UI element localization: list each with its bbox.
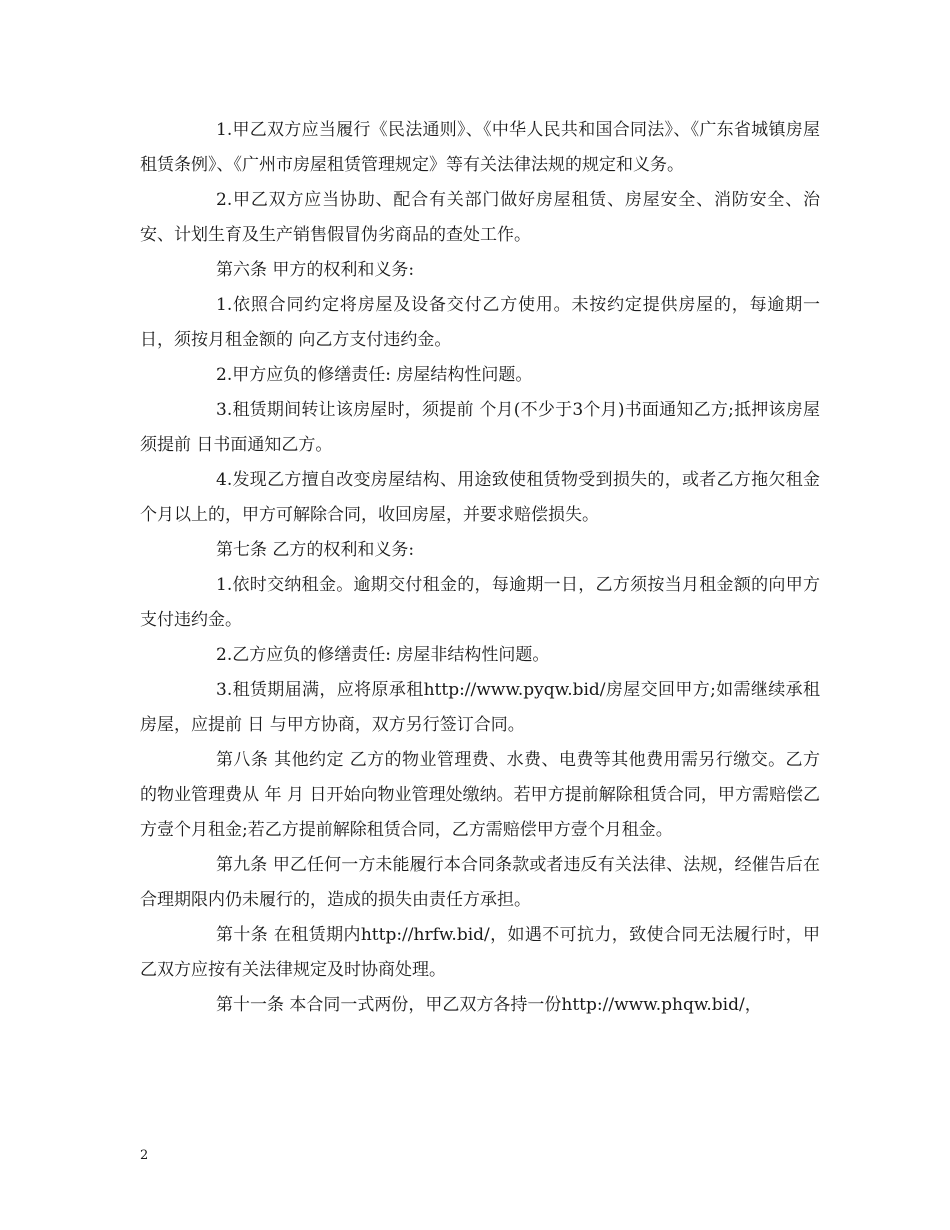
document-body <box>140 113 820 1023</box>
paragraph-clause-6-4: 4.发现乙方擅自改变房屋结构、用途致使租赁物受到损失的，或者乙方拖欠租金 个月以上的，甲方可解除合同，收回房屋，并要求赔偿损失。 <box>140 470 820 525</box>
paragraph-clause-6-1: 1.依照合同约定将房屋及设备交付乙方使用。未按约定提供房屋的，每逾期一日，须按月租金额的 向乙方支付违约金。 <box>140 295 820 350</box>
paragraph-clause-6-3: 3.租赁期间转让该房屋时，须提前 个月(不少于3个月)书面通知乙方;抵押该房屋须提前 日书面通知乙方。 <box>140 400 820 455</box>
paragraph-clause-5-1: 1.甲乙双方应当履行《民法通则》、《中华人民共和国合同法》、《广东省城镇房屋租赁条例》、《广州市房屋租赁管理规定》等有关法律法规的规定和义务。 <box>140 120 820 175</box>
paragraph-clause-7-2: 2.乙方应负的修缮责任: 房屋非结构性问题。 <box>216 645 550 665</box>
paragraph-clause-5-2: 2.甲乙双方应当协助、配合有关部门做好房屋租赁、房屋安全、消防安全、治安、计划生育及生产销售假冒伪劣商品的查处工作。 <box>140 190 820 245</box>
article-10-paragraph: 第十条 在租赁期内http://hrfw.bid/，如遇不可抗力，致使合同无法履行时，甲乙双方应按有关法律规定及时协商处理。 <box>140 925 820 980</box>
article-6-heading: 第六条 甲方的权利和义务: <box>216 260 415 280</box>
paragraph-clause-7-1: 1.依时交纳租金。逾期交付租金的，每逾期一日，乙方须按当月租金额的向甲方支付违约金。 <box>140 575 820 630</box>
article-7-heading: 第七条 乙方的权利和义务: <box>216 540 415 560</box>
article-8-paragraph: 第八条 其他约定 乙方的物业管理费、水费、电费等其他费用需另行缴交。乙方的物业管理费从 年 月 日开始向物业管理处缴纳。若甲方提前解除租赁合同，甲方需赔偿乙方壹个月租金;若乙方提前解除租赁合同，乙方需赔偿甲方壹个月租金。 <box>140 750 820 840</box>
article-9-paragraph: 第九条 甲乙任何一方未能履行本合同条款或者违反有关法律、法规，经催告后在合理期限内仍未履行的，造成的损失由责任方承担。 <box>140 855 820 910</box>
page-number: 2 <box>140 1148 149 1163</box>
paragraph-clause-7-3: 3.租赁期届满，应将原承租http://www.pyqw.bid/房屋交回甲方;如需继续承租房屋，应提前 日 与甲方协商，双方另行签订合同。 <box>140 680 820 735</box>
paragraph-clause-6-2: 2.甲方应负的修缮责任: 房屋结构性问题。 <box>216 365 533 385</box>
article-11-paragraph: 第十一条 本合同一式两份，甲乙双方各持一份http://www.phqw.bid/， <box>216 995 762 1015</box>
